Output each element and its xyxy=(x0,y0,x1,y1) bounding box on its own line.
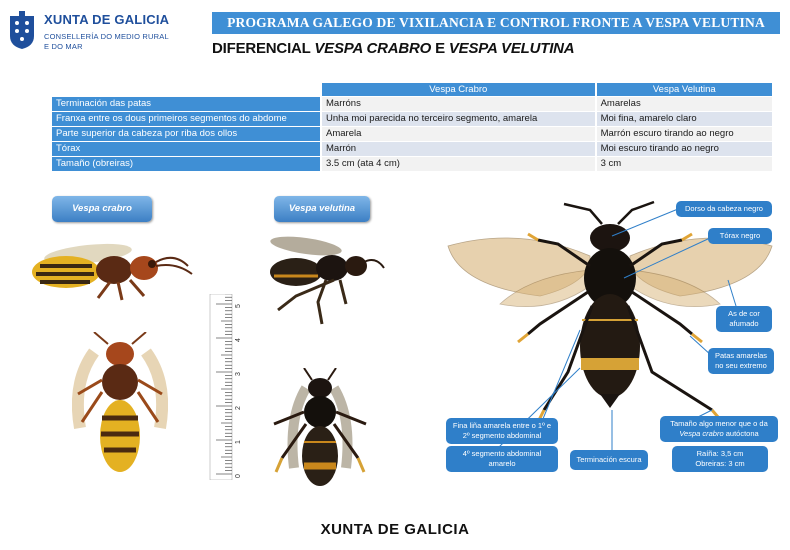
vespa-velutina-top-photo xyxy=(270,368,370,492)
cell-crabro: Unha moi parecida no terceiro segmento, amarela xyxy=(322,112,595,126)
galicia-crest-icon xyxy=(8,10,36,50)
comparison-table xyxy=(50,82,774,172)
cell-velutina: Marrón escuro tirando ao negro xyxy=(597,127,772,141)
cell-crabro: Amarela xyxy=(322,127,595,141)
callout-size-prefix: Tamaño algo menor que o da xyxy=(670,419,768,428)
row-feature: Tórax xyxy=(52,142,320,156)
callout-tip: Terminación escura xyxy=(570,450,648,470)
footer-org-name: XUNTA DE GALICIA xyxy=(320,521,470,538)
callout-segment4: 4º segmento abdominal amarelo xyxy=(446,446,558,472)
column-header-velutina: Vespa Velutina xyxy=(597,83,772,96)
callout-size-species: Vespa crabro xyxy=(679,429,724,438)
row-feature: Terminación das patas xyxy=(52,97,320,111)
cell-crabro: 3.5 cm (ata 4 cm) xyxy=(322,157,595,171)
row-feature: Franxa entre os dous primeiros segmentos do abdome xyxy=(52,112,320,126)
column-header-crabro: Vespa Crabro xyxy=(322,83,595,96)
org-logo xyxy=(8,8,208,56)
callout-size-workers: Obreiras: 3 cm xyxy=(695,459,745,468)
org-department-2: E DO MAR xyxy=(44,42,83,51)
ruler-tick-label: 5 xyxy=(235,304,242,308)
label-vespa-velutina: Vespa velutina xyxy=(274,196,370,222)
size-ruler xyxy=(206,294,250,480)
ruler-tick-label: 0 xyxy=(235,474,242,478)
ruler-tick-label: 3 xyxy=(235,372,242,376)
ruler-tick-label: 1 xyxy=(235,440,242,444)
callout-size-detail xyxy=(672,446,768,472)
title-species-velutina: VESPA VELUTINA xyxy=(448,40,575,57)
cell-crabro: Marrón xyxy=(322,142,595,156)
table-row xyxy=(52,97,772,111)
vespa-velutina-side-photo xyxy=(256,232,386,326)
cell-velutina: Moi fina, amarelo claro xyxy=(597,112,772,126)
vespa-crabro-side-photo xyxy=(18,236,196,302)
callout-legs: Patas amarelas no seu extremo xyxy=(708,348,774,374)
org-department: CONSELLERÍA DO MEDIO RURAL xyxy=(44,32,169,41)
program-banner: PROGRAMA GALEGO DE VIXILANCIA E CONTROL FRONTE A VESPA VELUTINA xyxy=(212,12,780,34)
page-title xyxy=(212,40,574,57)
callout-head: Dorso da cabeza negro xyxy=(676,201,772,217)
title-prefix: DIFERENCIAL xyxy=(212,40,315,57)
table-row xyxy=(52,142,772,156)
ruler-tick-label: 4 xyxy=(235,338,242,342)
cell-velutina: Moi escuro tirando ao negro xyxy=(597,142,772,156)
callout-size-suffix: autóctona xyxy=(723,429,759,438)
vespa-crabro-top-photo xyxy=(72,332,168,478)
callout-wings: As de cor afumado xyxy=(716,306,772,332)
org-name: XUNTA DE GALICIA xyxy=(44,12,170,27)
title-conjunction: E xyxy=(431,40,449,57)
cell-velutina: 3 cm xyxy=(597,157,772,171)
ruler-tick-label: 2 xyxy=(235,406,242,410)
callout-thorax: Tórax negro xyxy=(708,228,772,244)
row-feature: Parte superior da cabeza por riba dos ollos xyxy=(52,127,320,141)
callout-size xyxy=(660,416,778,442)
row-feature: Tamaño (obreiras) xyxy=(52,157,320,171)
cell-velutina: Amarelas xyxy=(597,97,772,111)
table-row xyxy=(52,157,772,171)
title-species-crabro: VESPA CRABRO xyxy=(314,40,432,57)
table-corner xyxy=(52,83,320,96)
table-row xyxy=(52,112,772,126)
callout-fine-line: Fina liña amarela entre o 1º e 2º segmento abdominal xyxy=(446,418,558,444)
table-row xyxy=(52,127,772,141)
callout-size-queen: Raíña: 3,5 cm xyxy=(696,449,744,458)
cell-crabro: Marróns xyxy=(322,97,595,111)
label-vespa-crabro: Vespa crabro xyxy=(52,196,152,222)
